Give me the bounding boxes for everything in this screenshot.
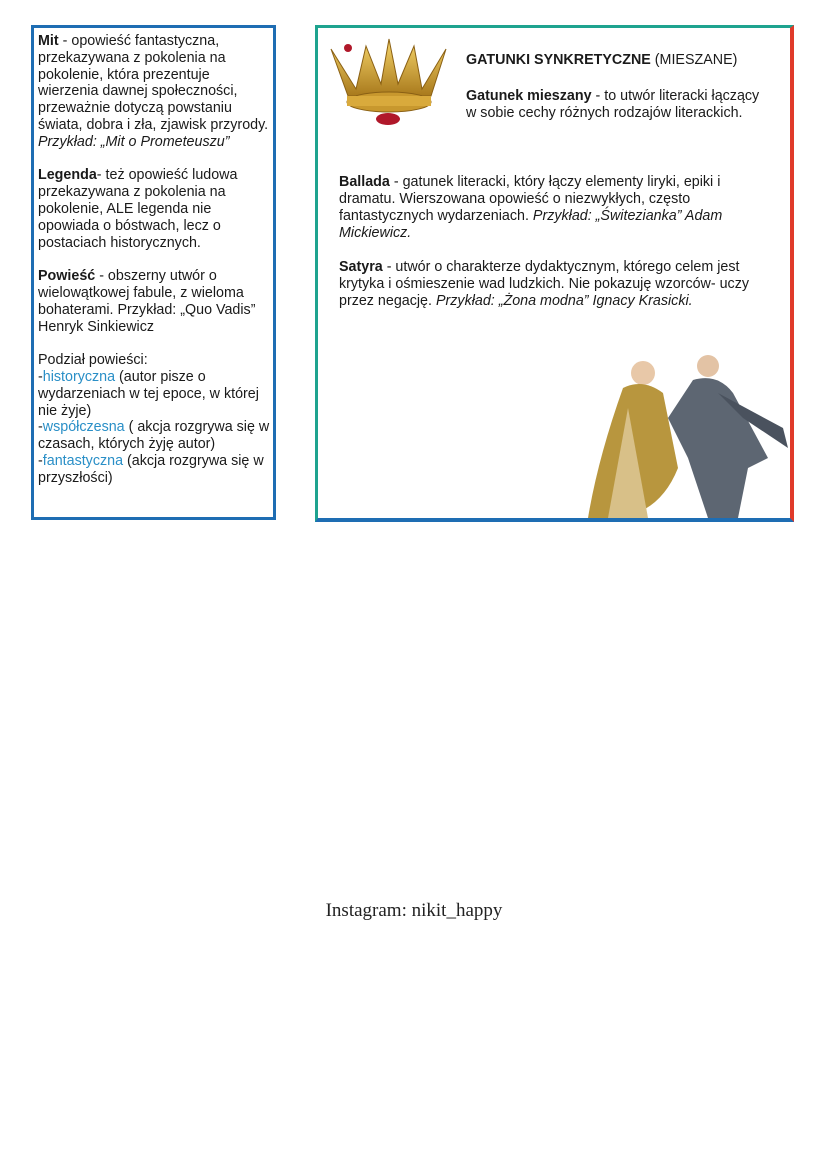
ballada-definition [339,174,759,242]
example: Przykład: „Mit o Prometeuszu” [38,133,230,150]
definition-text: - opowieść fantastyczna, przekazywana z pokolenia na pokolenie, która prezentuje wierzenia dawnej społeczności, przeważnie dotyczą powstaniu świata, dobra i zła, zjawisk przyrody. [38,33,269,133]
crown-image [326,34,451,134]
prefix: - [38,452,43,469]
powiesc-definition [38,268,274,335]
definition-text: - gatunek literacki, który łączy elementy liryki, epiki i dramatu. Wierszowana opowieść o niezwykłych, często fantastycznych wydarzeniach. [339,174,721,224]
left-info-box [31,25,276,520]
legenda-definition [38,167,274,251]
prefix: - [38,368,43,385]
term: Satyra [339,258,383,275]
right-info-box [315,25,794,522]
example: Przykład: „Żona modna” Ignacy Krasicki. [435,292,693,309]
item-text: (akcja rozgrywa się w przyszłości) [38,452,264,486]
item-text: ( akcja rozgrywa się w czasach, których żyję autor) [38,419,270,453]
term: Ballada [339,174,390,190]
definition-text: - obszerny utwór o wielowątkowej fabule, z wieloma bohaterami. Przykład: „Quo Vadis” Henryk Sinkiewicz [38,268,256,335]
list-item [38,419,274,453]
gatunek-definition [466,88,766,122]
mit-definition [38,33,274,151]
title-rest: (MIESZANE) [650,52,738,68]
term: Powieść [38,268,96,285]
term: fantastyczna [42,452,124,469]
definition-text: - też opowieść ludowa przekazywana z pokolenia na pokolenie, ALE legenda nie opowiada o bóstwach, lecz o postaciach historycznych. [38,167,238,251]
term: współczesna [42,419,125,436]
satyra-definition [339,259,759,310]
definition-text: - utwór o charakterze dydaktycznym, którego celem jest krytyka i ośmieszenie wad ludzkich. Nie pokazuję wzorców- uczy przez negację. [339,258,749,309]
prefix: - [38,419,43,436]
podzial-list [38,352,274,486]
section-title [466,52,737,69]
term: Mit [38,33,59,49]
term: Legenda [38,167,97,184]
item-text: (autor pisze o wydarzeniach w tej epoce, w której nie żyje) [38,368,259,419]
list-item [38,369,274,419]
term: Gatunek mieszany [466,88,592,104]
list-item [38,453,274,487]
instagram-credit: Instagram: nikit_happy [325,900,503,921]
list-heading: Podział powieści: [38,352,148,369]
painting-figures-image [568,348,793,518]
example: Przykład: „Świtezianka” Adam Mickiewicz. [339,208,723,241]
term: historyczna [42,368,116,385]
title-bold: GATUNKI SYNKRETYCZNE [466,52,651,68]
definition-text: - to utwór literacki łączący w sobie cechy różnych rodzajów literackich. [466,88,760,121]
